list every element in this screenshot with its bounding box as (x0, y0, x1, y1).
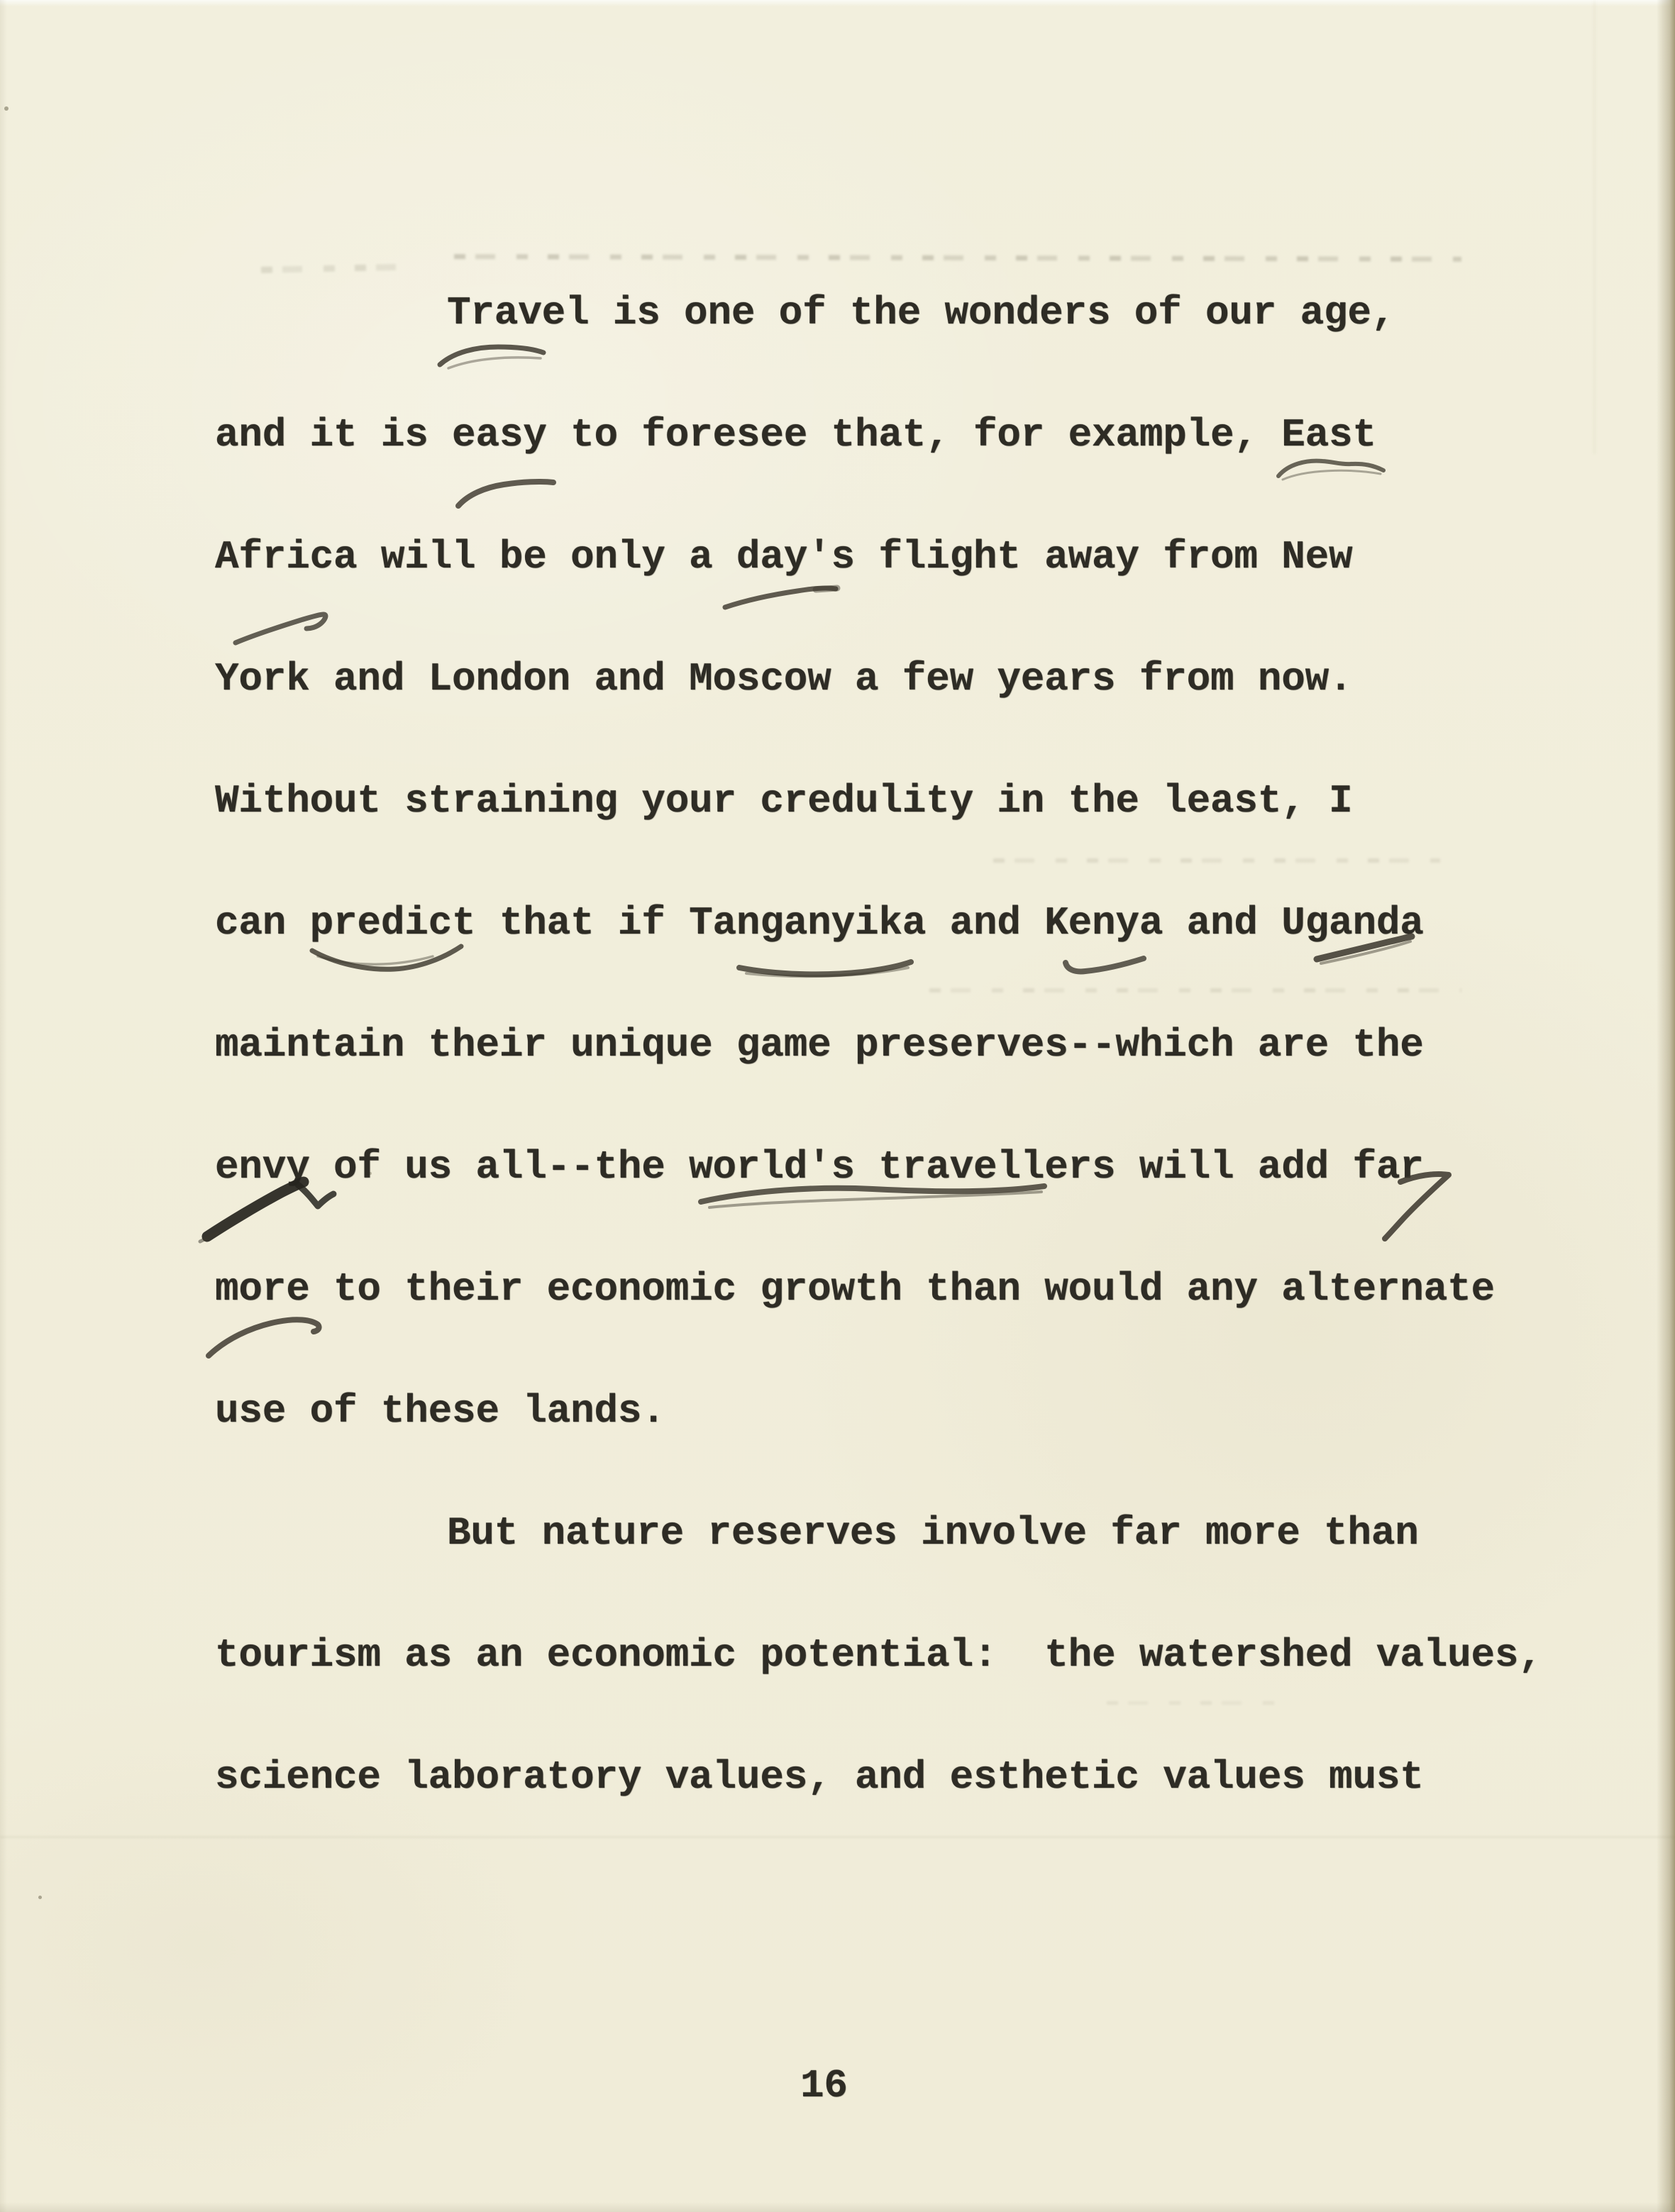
pencil-underline-envy (207, 1182, 304, 1237)
typed-line: York and London and Moscow a few years from now. (215, 656, 1353, 702)
typed-line: tourism as an economic potential: the watershed values, (215, 1632, 1542, 1678)
pencil-underline-more (209, 1320, 319, 1356)
typed-line: maintain their unique game preserves--which are the (215, 1022, 1424, 1068)
typed-line: Africa will be only a day's flight away from New (215, 534, 1353, 580)
pencil-underline-east (1278, 461, 1383, 476)
pencil-underline-envy-fork (298, 1185, 333, 1206)
pencil-underline-far (1385, 1174, 1449, 1239)
typed-line: more to their economic growth than would any alternate (215, 1266, 1495, 1312)
typed-line: Without straining your credulity in the least, I (215, 778, 1353, 824)
typed-line: can predict that if Tanganyika and Kenya and Uganda (215, 900, 1424, 946)
pencil-underline-east-echo (1283, 470, 1381, 480)
pencil-underline-kenya (1066, 958, 1144, 971)
pencil-underline-days-blob (816, 588, 837, 590)
pencil-underline-uganda (1317, 936, 1412, 959)
pencil-underline-africa (236, 614, 326, 643)
typed-line: science laboratory values, and esthetic values must (215, 1754, 1424, 1800)
typed-line: Travel is one of the wonders of our age, (447, 290, 1395, 336)
pencil-underline-predict (312, 946, 461, 969)
pencil-underline-travel (440, 347, 543, 365)
typed-line: But nature reserves involve far more than (447, 1510, 1419, 1556)
typed-line: envy of us all--the world's travellers will add far (215, 1144, 1424, 1190)
pencil-underline-easy (458, 482, 553, 506)
page-number: 16 (800, 2063, 848, 2108)
typed-line: use of these lands. (215, 1388, 665, 1434)
typed-line: and it is easy to foresee that, for example, East (215, 412, 1376, 458)
pencil-underline-travel-echo (448, 358, 541, 368)
